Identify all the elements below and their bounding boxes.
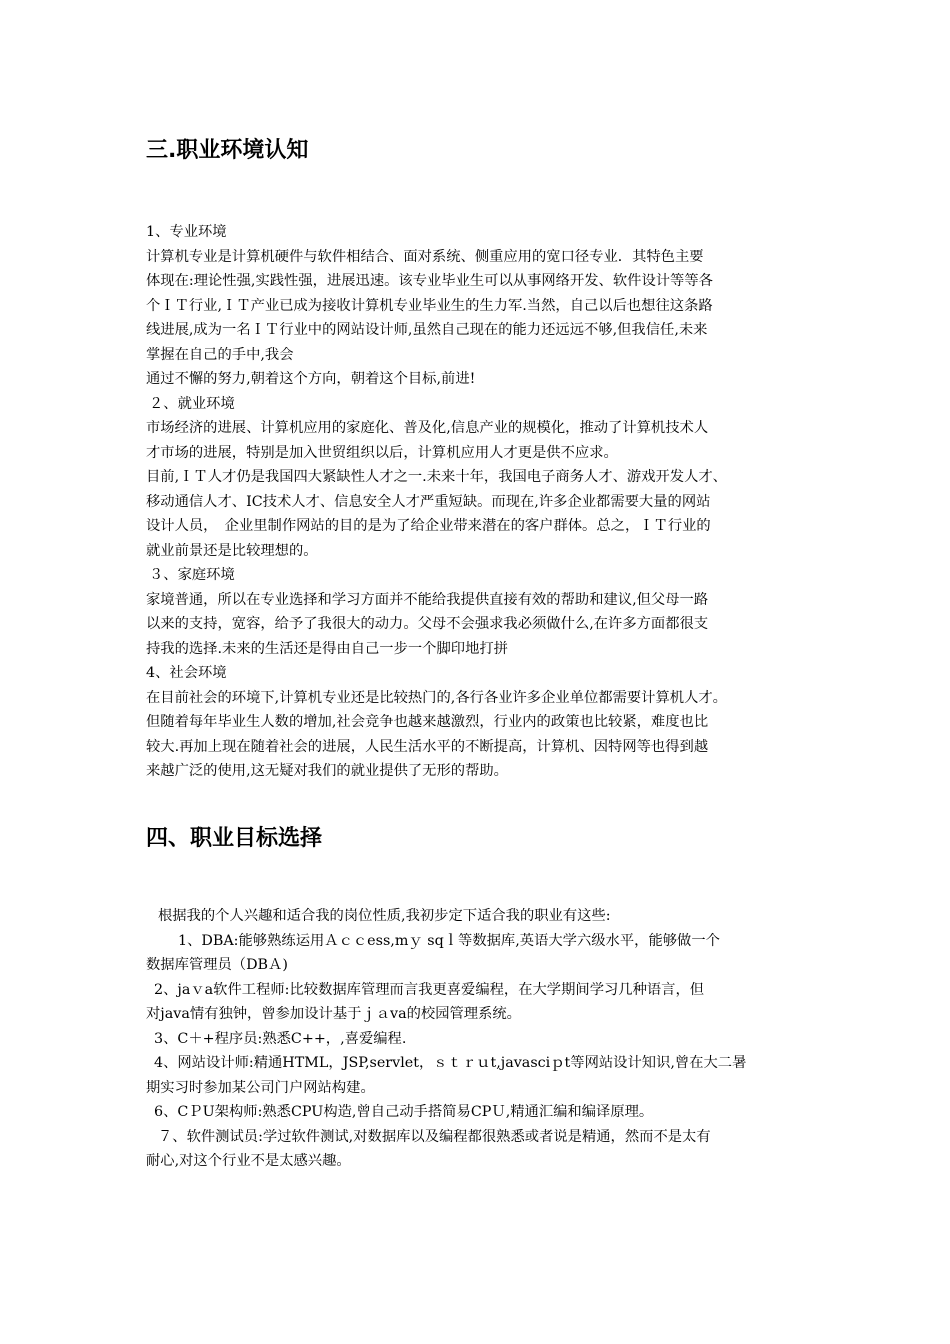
paragraph-line: 个ＩＴ行业,ＩＴ产业已成为接收计算机专业毕业生的生力军.当然，自己以后也想往这条路 xyxy=(146,297,713,314)
section-heading-career-environment: 三.职业环境认知 xyxy=(146,138,309,163)
list-item-cpu-architect: 6、CＰU架构师:熟悉CPU构造,曾自己动手搭简易CPＵ,精通汇编和编译原理。 xyxy=(154,1104,654,1120)
paragraph-line: 在目前社会的环境下,计算机专业还是比较热门的,各行各业许多企业单位都需要计算机人才。 xyxy=(146,689,727,706)
paragraph-line: 掌握在自己的手中,我会 xyxy=(146,346,294,363)
paragraph-line: 市场经济的进展、计算机应用的家庭化、普及化,信息产业的规模化，推动了计算机技术人 xyxy=(146,420,709,436)
paragraph-line: 通过不懈的努力,朝着这个方向，朝着这个目标,前进! xyxy=(146,371,476,387)
paragraph-line: 就业前景还是比较理想的。 xyxy=(146,542,318,559)
list-item-software-tester: ７、软件测试员:学过软件测试,对数据库以及编程都很熟悉或者说是精通，然而不是太有 xyxy=(158,1128,711,1145)
paragraph-line: 根据我的个人兴趣和适合我的岗位性质,我初步定下适合我的职业有这些: xyxy=(158,908,611,924)
list-item-web-designer: 4、网站设计师:精通HTML，JSP,servlet，ｓｔｒｕt,javasciｐt等网站设计知识,曾在大二暑 xyxy=(154,1055,747,1071)
list-item-continuation: 数据库管理员（DBＡ) xyxy=(146,957,288,973)
subheading-social-environment: 4、社会环境 xyxy=(146,665,227,681)
list-item-dba: 1、DBA:能够熟练运用Ａｃｃess,mｙ sqｌ等数据库,英语大学六级水平，能够做一个 xyxy=(178,932,720,949)
paragraph-line: 较大.再加上现在随着社会的进展，人民生活水平的不断提高，计算机、因特网等也得到越 xyxy=(146,738,709,755)
paragraph-line: 才市场的进展，特别是加入世贸组织以后，计算机应用人才更是供不应求。 xyxy=(146,444,618,461)
list-item-continuation: 对java情有独钟，曾参加设计基于ｊａva的校园管理系统。 xyxy=(146,1006,521,1022)
subheading-family-environment: ３、家庭环境 xyxy=(149,567,235,583)
subheading-employment-environment: ２、就业环境 xyxy=(149,395,235,412)
paragraph-line: 来越广泛的使用,这无疑对我们的就业提供了无形的帮助。 xyxy=(146,763,508,779)
paragraph-line: 以来的支持，宽容，给予了我很大的动力。父母不会强求我必须做什么,在许多方面都很支 xyxy=(146,616,709,632)
section-body-career-goal xyxy=(146,904,826,1174)
paragraph-line: 体现在:理论性强,实践性强，进展迅速。该专业毕业生可以从事网络开发、软件设计等等各 xyxy=(146,273,713,289)
list-item-continuation: 期实习时参加某公司门户网站构建。 xyxy=(146,1079,375,1096)
paragraph-line: 计算机专业是计算机硬件与软件相结合、面对系统、侧重应用的宽口径专业．其特色主要 xyxy=(146,248,704,265)
paragraph-line: 持我的选择.未来的生活还是得由自己一步一个脚印地打拼 xyxy=(146,640,508,657)
section-body-career-environment xyxy=(146,220,826,784)
paragraph-line: 移动通信人才、IC技术人才、信息安全人才严重短缺。而现在,许多企业都需要大量的网站 xyxy=(146,493,711,510)
paragraph-line: 目前,ＩＴ人才仍是我国四大紧缺性人才之一.未来十年，我国电子商务人才、游戏开发人才、 xyxy=(146,469,727,485)
subheading-professional-environment: 1、专业环境 xyxy=(146,224,227,240)
paragraph-line: 设计人员， 企业里制作网站的目的是为了给企业带来潜在的客户群体。总之，ＩＴ行业的 xyxy=(146,518,711,534)
list-item-cpp-programmer: 3、C＋+程序员:熟悉C++，,喜爱编程. xyxy=(154,1030,407,1047)
list-item-continuation: 耐心,对这个行业不是太感兴趣。 xyxy=(146,1153,351,1169)
paragraph-line: 家境普通，所以在专业选择和学习方面并不能给我提供直接有效的帮助和建议,但父母一路 xyxy=(146,591,709,608)
paragraph-line: 但随着每年毕业生人数的增加,社会竞争也越来越激烈，行业内的政策也比较紧，难度也比 xyxy=(146,714,709,730)
list-item-java-engineer: 2、jaｖa软件工程师:比较数据库管理而言我更喜爱编程，在大学期间学习几种语言，但 xyxy=(154,981,705,998)
paragraph-line: 线进展,成为一名ＩＴ行业中的网站设计师,虽然自己现在的能力还远远不够,但我信任,未来 xyxy=(146,322,708,338)
section-heading-career-goal: 四、职业目标选择 xyxy=(146,826,323,851)
